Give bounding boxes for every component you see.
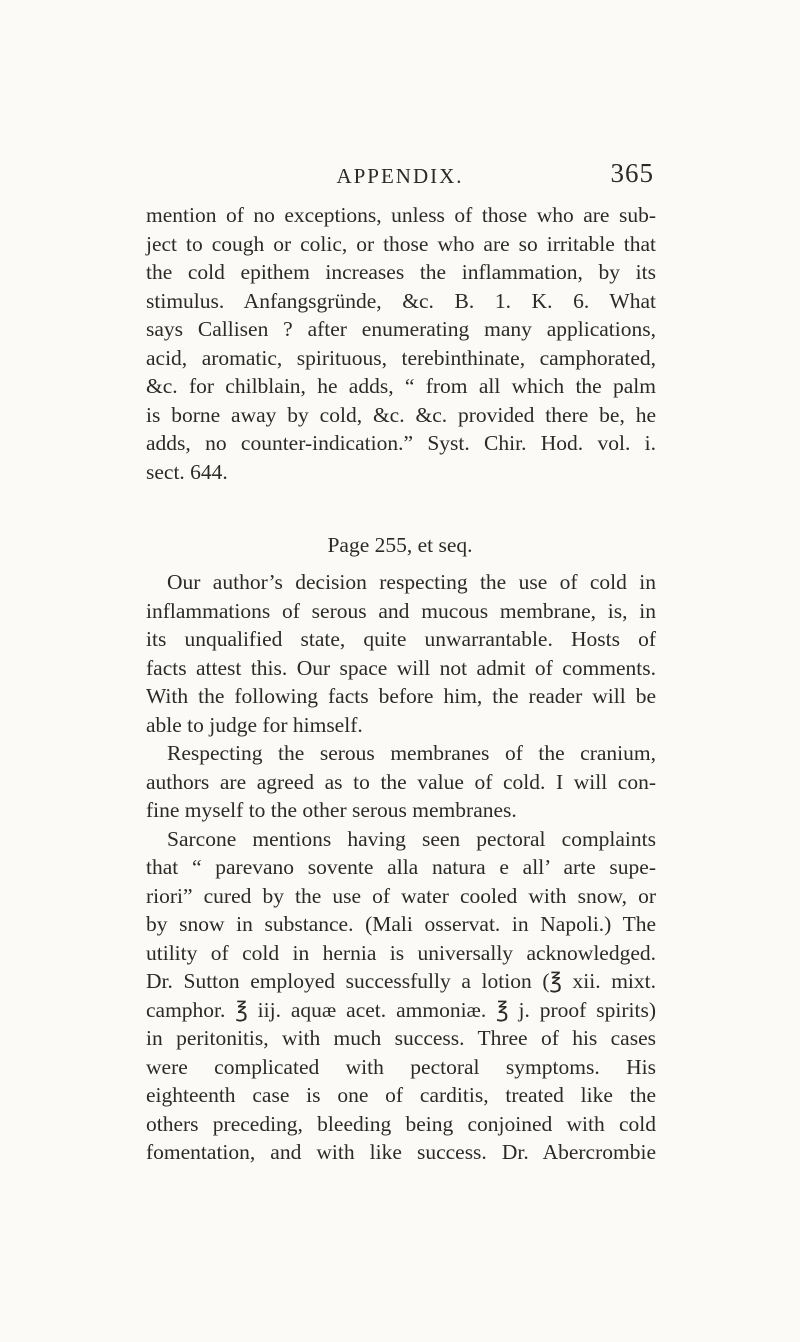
text-line: eighteenth case is one of carditis, treated like the <box>146 1083 656 1107</box>
text-line: sect. 644. <box>146 459 228 484</box>
text-line: acid, aromatic, spirituous, terebinthinate, camphorated, <box>146 345 656 370</box>
paragraph-block-1 <box>146 201 656 486</box>
text-line: its unqualified state, quite unwarrantable. Hosts of <box>146 627 656 651</box>
text-line: inflammations of serous and mucous membrane, is, in <box>146 598 656 623</box>
text-line: fomentation, and with like success. Dr. Abercrombie <box>146 1140 656 1164</box>
text-line: riori” cured by the use of water cooled with snow, or <box>146 883 656 908</box>
text-line: is borne away by cold, &c. &c. provided there be, he <box>146 402 656 427</box>
paragraph-block-2 <box>146 568 656 1167</box>
text-line: Our author’s decision respecting the use of cold in <box>167 570 656 594</box>
text-line: were complicated with pectoral symptoms. His <box>146 1054 656 1079</box>
section-heading: Page 255, et seq. <box>327 533 473 557</box>
text-line: stimulus. Anfangsgründe, &c. B. 1. K. 6. What <box>146 288 656 313</box>
text-line: says Callisen ? after enumerating many applications, <box>146 317 656 341</box>
text-line: by snow in substance. (Mali osservat. in Napoli.) The <box>146 912 656 936</box>
text-line: able to judge for himself. <box>146 712 363 737</box>
text-line: that “ parevano sovente alla natura e all’ arte supe- <box>146 855 656 879</box>
text-line: authors are agreed as to the value of cold. I will con- <box>146 769 656 794</box>
header-title: APPENDIX. <box>336 164 464 188</box>
text-line: in peritonitis, with much success. Three of his cases <box>146 1026 656 1050</box>
text-line: others preceding, bleeding being conjoined with cold <box>146 1111 656 1136</box>
text-line: &c. for chilblain, he adds, “ from all which the palm <box>146 374 656 398</box>
text-line: Respecting the serous membranes of the cranium, <box>167 741 656 765</box>
text-line: adds, no counter-indication.” Syst. Chir. Hod. vol. i. <box>146 431 656 455</box>
page-number: 365 <box>610 158 654 188</box>
text-line: fine myself to the other serous membranes. <box>146 798 517 822</box>
text-line: camphor. ℥ iij. aquæ acet. ammoniæ. ℥ j. proof spirits) <box>146 997 656 1022</box>
text-line: ject to cough or colic, or those who are so irritable that <box>146 231 656 256</box>
text-line: the cold epithem increases the inflammation, by its <box>146 260 656 284</box>
running-head <box>0 158 800 192</box>
text-line: facts attest this. Our space will not admit of comments. <box>146 655 656 680</box>
text-line: mention of no exceptions, unless of those who are sub- <box>146 203 656 227</box>
text-line: Dr. Sutton employed successfully a lotion (℥ xii. mixt. <box>146 969 656 993</box>
text-line: Sarcone mentions having seen pectoral complaints <box>167 826 656 851</box>
text-line: utility of cold in hernia is universally acknowledged. <box>146 940 656 965</box>
text-line: With the following facts before him, the reader will be <box>146 684 656 708</box>
